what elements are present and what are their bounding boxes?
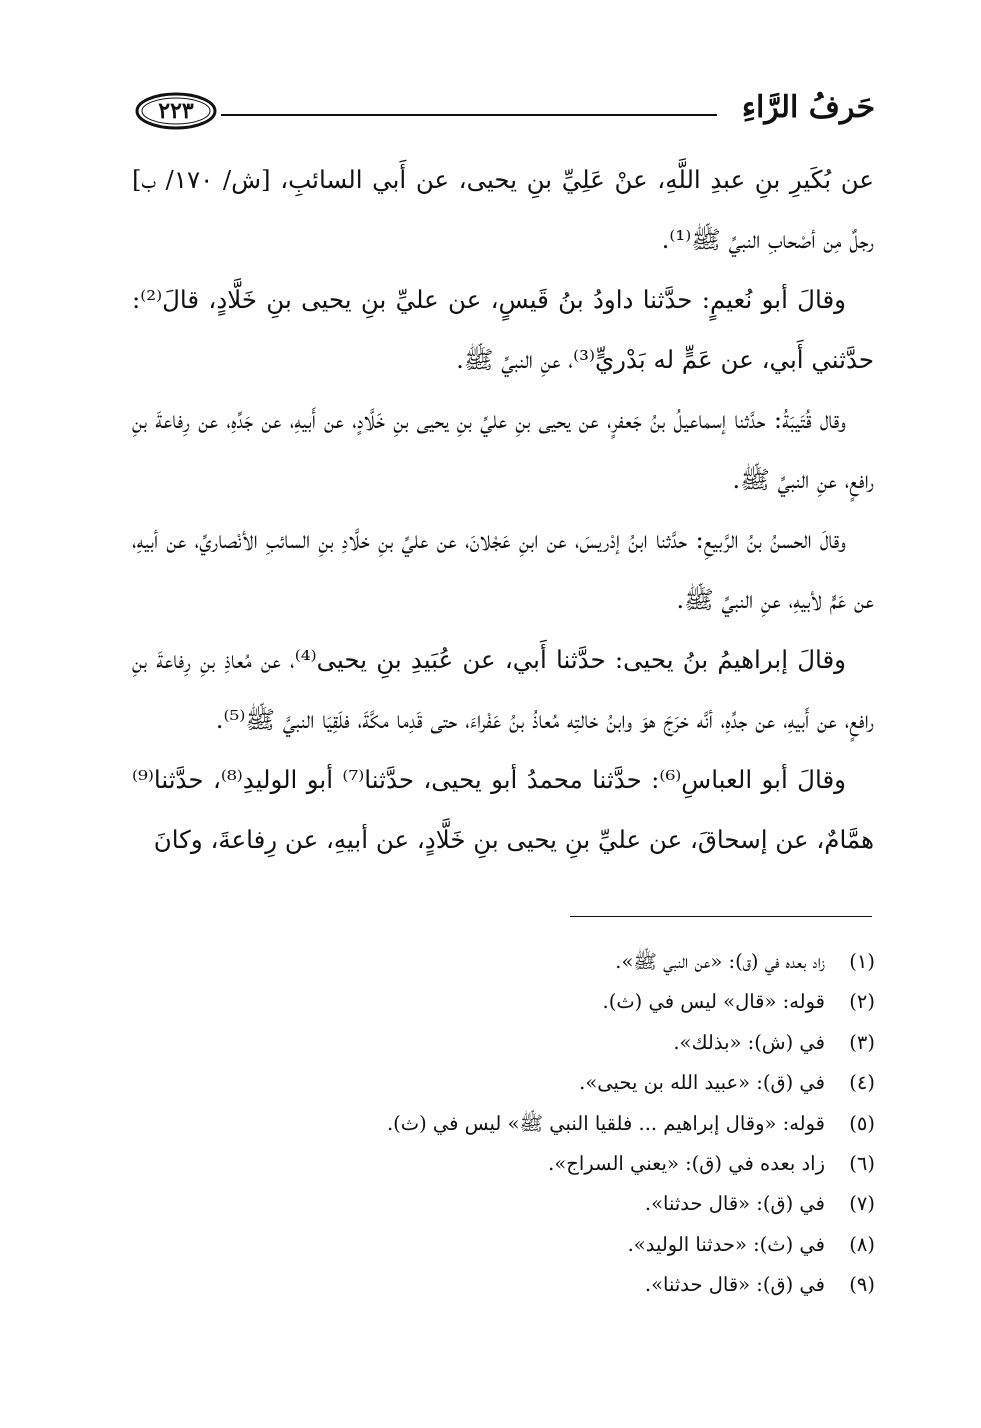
footnote-number: (٧) — [849, 1192, 875, 1216]
footnote-number: (٩) — [849, 1273, 875, 1297]
footnote — [115, 1063, 875, 1103]
footnote-number: (١) — [849, 950, 875, 973]
footnote-number: (٦) — [849, 1152, 875, 1176]
footnotes-list — [115, 942, 875, 1306]
footnote-number: (٤) — [849, 1071, 875, 1095]
footnote — [115, 1225, 875, 1265]
footnote — [115, 1144, 875, 1184]
footnote — [115, 1265, 875, 1305]
footnote-number: (٥) — [849, 1111, 875, 1135]
page-number-badge — [135, 92, 217, 130]
footnote-number: (٢) — [849, 990, 875, 1014]
footnote-separator — [570, 916, 872, 917]
page-header — [135, 88, 875, 138]
header-rule — [221, 114, 717, 116]
paragraph: وقالَ إبراهيمُ بنُ يحيى: حدَّثنا أَبي، عن عُبَيدِ بنِ يحيى⁽⁴⁾، عن مُعاذِ بنِ رِفاعةَ بنِ رافعٍ، عن أَبيهِ، عن جدِّهِ، أنَّه خرَجَ هوَ وابنُ خالتِه مُعاذُ بنُ عَفْراءَ، حتى قَدِما مكَّةَ، فلَقِيَا النبيَّ ﷺ⁽⁵⁾. — [132, 645, 874, 734]
footnote-text: في (ق): «عبيد الله بن يحيى». — [579, 1071, 825, 1095]
footnote-number: (٣) — [849, 1030, 875, 1054]
main-text — [132, 150, 874, 870]
footnote-text: في (ث): «حدثنا الوليد». — [627, 1232, 825, 1256]
paragraph: عن بُكَيرِ بنِ عبدِ اللَّهِ، عنْ عَلِيِّ بنِ يحيى، عن أَبي السائبِ، [ش/ ١٧٠/ ب] رجلٌ مِن أصْحابِ النبيِّ ﷺ⁽¹⁾. — [132, 165, 874, 254]
footnote — [115, 1023, 875, 1063]
footnote-text: زاد بعده في (ق): «عن النبي ﷺ». — [615, 950, 825, 973]
footnote-text: في (ش): «بذلك». — [673, 1030, 825, 1054]
paragraph: وقالَ الحسنُ بنُ الرَّبيعِ: حدَّثنا ابنُ إدْريسَ، عن ابنِ عَجْلانَ، عن عليِّ بنِ خلَّادِ بنِ السائبِ الأنْصاريِّ، عن أبيهِ، عن عَمٍّ لأبيهِ، عنِ النبيِّ ﷺ. — [132, 525, 874, 614]
footnote — [115, 982, 875, 1022]
footnote-text: في (ق): «قال حدثنا». — [644, 1273, 825, 1297]
footnote-text: زاد بعده في (ق): «يعني السراج». — [548, 1152, 825, 1176]
paragraph: وقالَ أبو العباسِ⁽⁶⁾: حدَّثنا محمدُ أبو يحيى، حدَّثنا⁽⁷⁾ أبو الوليدِ⁽⁸⁾، حدَّثنا⁽⁹⁾ همَّامٌ، عن إسحاقَ، عن عليِّ بنِ يحيى بنِ خَلَّادٍ، عن أبيهِ، عن رِفاعةَ، وكانَ — [132, 765, 874, 854]
chapter-title: حَرفُ الرَّاءِ — [741, 90, 875, 125]
footnote — [115, 1184, 875, 1224]
paragraph: وقال قُتَيبَةُ: حدَّثنا إسماعيلُ بنُ جَعفرٍ، عن يحيى بنِ عليِّ بنِ يحيى بنِ خَلَّادٍ، عن أَبيهِ، عن جَدِّهِ، عن رِفاعةَ بنِ رافعٍ، عنِ النبيِّ ﷺ. — [132, 405, 874, 494]
paragraph: وقالَ أبو نُعيمٍ: حدَّثنا داودُ بنُ قَيسٍ، عن عليِّ بنِ يحيى بنِ خَلَّادٍ، قالَ⁽²⁾: حدَّثني أَبي، عن عَمٍّ له بَدْريٍّ⁽³⁾، عنِ النبيِّ ﷺ. — [132, 285, 874, 374]
footnote — [115, 1104, 875, 1144]
footnote-text: قوله: «قال» ليس في (ث). — [602, 990, 825, 1014]
footnote-text: قوله: «وقال إبراهيم ... فلقيا النبي ﷺ» ليس في (ث). — [386, 1111, 825, 1135]
footnote-number: (٨) — [849, 1232, 875, 1256]
footnote-text: في (ق): «قال حدثنا». — [644, 1192, 825, 1216]
footnote — [115, 942, 875, 982]
page-number: ٢٢٣ — [158, 98, 194, 124]
